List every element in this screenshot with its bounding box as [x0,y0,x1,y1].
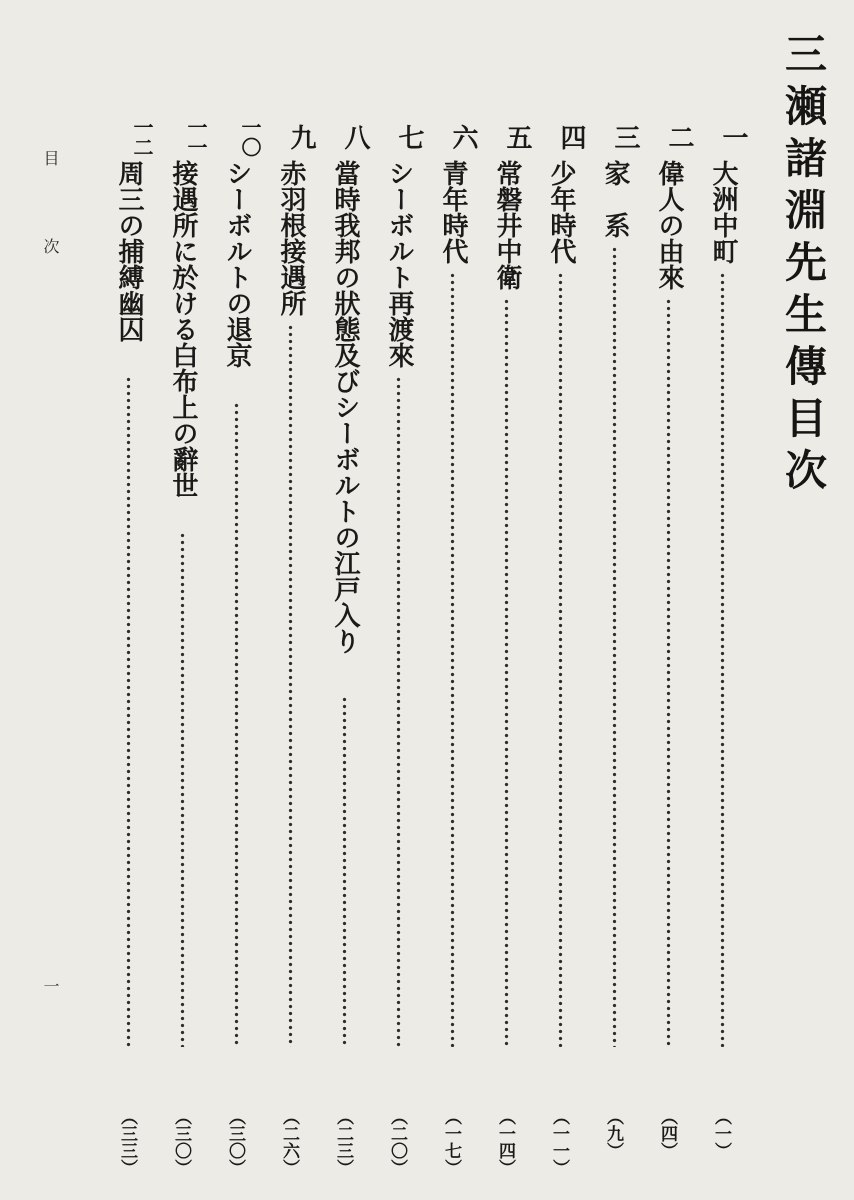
toc-entry-number: 五 [502,124,532,150]
toc-entry-title: シーボルトの退京 [222,160,252,368]
toc-leader-dots [450,272,455,1047]
toc-entry-title: 偉人の由來 [654,160,684,290]
toc-entry-number: 一一 [184,117,208,157]
toc-entry-number: 一 [718,124,748,150]
toc-entry-title: 當時我邦の狀態及びシーボルトの江戸入り [330,160,360,654]
toc-entry-title: シーボルト再渡來 [384,160,414,368]
toc-entry-title: 常磐井中衛 [492,160,522,290]
toc-entry-page: （二六） [279,1108,299,1176]
toc-entry[interactable] [322,112,368,1187]
toc-entry-title: 青年時代 [438,160,468,264]
toc-leader-dots [396,376,401,1047]
toc-entry[interactable] [484,112,530,1187]
toc-entry-number: 七 [394,124,424,150]
toc-entry-number: 八 [340,124,370,150]
toc-entry-page: （四） [657,1108,677,1159]
toc-entry-page: （二〇） [387,1108,407,1176]
toc-entry-page: （一七） [441,1108,461,1176]
toc-entry[interactable] [106,112,152,1187]
toc-leader-dots [288,324,293,1047]
toc-entry-title: 周三の捕縛幽囚 [114,160,144,342]
toc-entry-title: 少年時代 [546,160,576,264]
toc-entry-title: 家 系 [600,160,630,238]
toc-entry-number: 二 [664,124,694,150]
toc-entry[interactable] [700,112,746,1187]
running-header-label: 目次 [41,150,60,326]
toc-leader-dots [504,298,509,1047]
toc-entry[interactable] [592,112,638,1187]
toc-entry-page: （三〇） [171,1108,191,1176]
toc-entry-page: （一四） [495,1108,515,1176]
toc-entry-title: 大洲中町 [708,160,738,264]
toc-leader-dots [558,272,563,1047]
toc-leader-dots [720,272,725,1047]
toc-entry-page: （九） [603,1108,623,1159]
toc-entry-number: 一二 [130,117,154,157]
toc-entry[interactable] [646,112,692,1187]
toc-entry[interactable] [430,112,476,1187]
toc-entry-page: （一） [711,1108,731,1159]
page-title: 三瀬諸淵先生傳目次 [779,32,828,500]
toc-leader-dots [234,402,239,1047]
toc-entry[interactable] [160,112,206,1187]
toc-entry[interactable] [214,112,260,1187]
toc-leader-dots [126,376,131,1047]
toc-leader-dots [180,532,185,1047]
toc-entry-page: （二三） [333,1108,353,1176]
toc-leader-dots [612,246,617,1047]
toc-entry[interactable] [376,112,422,1187]
toc-entry-page: （三〇） [225,1108,245,1176]
page-number: 一 [41,978,60,994]
toc-entry[interactable] [538,112,584,1187]
toc-entry-number: 六 [448,124,478,150]
toc-entry-number: 九 [286,124,316,150]
toc-entry-number: 一〇 [238,117,262,157]
toc-entry-number: 三 [610,124,640,150]
toc-entry-number: 四 [556,124,586,150]
toc-entry-title: 接遇所に於ける白布上の辭世 [168,160,198,498]
toc-leader-dots [342,696,347,1047]
toc-leader-dots [666,298,671,1047]
toc-entry-page: （一一） [549,1108,569,1176]
toc-entry-page: （三三） [117,1108,137,1176]
toc-entry-title: 赤羽根接遇所 [276,160,306,316]
toc-entry[interactable] [268,112,314,1187]
